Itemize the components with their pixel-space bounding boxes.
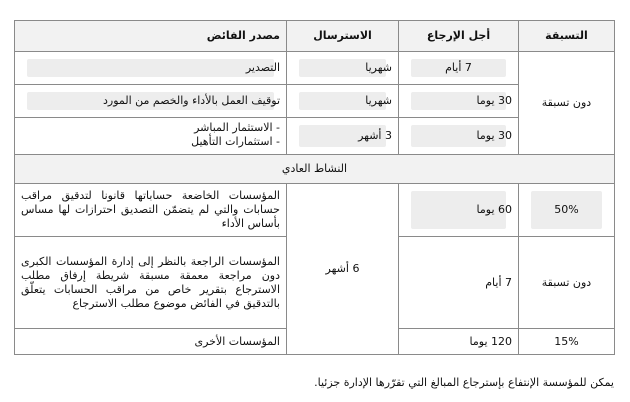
source-cell <box>15 52 287 85</box>
advance-cell <box>519 184 615 237</box>
header-advance: التسبقة <box>519 21 615 52</box>
recovery-cell <box>287 118 399 155</box>
recovery-cell <box>287 52 399 85</box>
source-value: المؤسسات الخاضعة حساباتها قانونا لتدقيق مراقب حسابات والتي لم يتضمّن التصديق احترازات لها مساس بأساس الأداء <box>21 189 280 230</box>
term-cell <box>399 52 519 85</box>
advance-value: دون تسبقة <box>541 96 592 109</box>
source-cell <box>15 184 287 237</box>
table-row <box>15 184 615 237</box>
header-recovery: الاسترسال <box>287 21 399 52</box>
advance-cell <box>519 329 615 355</box>
table-row <box>15 52 615 85</box>
source-value-line1: - الاستثمار المباشر <box>194 121 280 134</box>
source-cell <box>15 85 287 118</box>
term-value: 60 يوما <box>476 203 512 216</box>
source-value: التصدير <box>245 61 280 74</box>
advance-cell <box>519 237 615 329</box>
advance-value: 15% <box>554 334 579 348</box>
header-term: أجل الإرجاع <box>399 21 519 52</box>
term-cell <box>399 85 519 118</box>
term-value: 30 يوما <box>476 94 512 107</box>
source-value: المؤسسات الراجعة بالنظر إلى إدارة المؤسسات الكبرى دون مراجعة معمقة مسبقة شريطة إرفاق مطلب الاسترجاع بتقرير خاص من مراقب الحسابات يتعلّق بالتدقيق في الفائض موضوع مطلب الاسترجاع <box>21 254 280 310</box>
term-value: 7 أيام <box>445 61 472 74</box>
term-cell <box>399 118 519 155</box>
term-value: 120 يوما <box>469 334 512 348</box>
recovery-value: شهريا <box>365 61 392 74</box>
term-cell <box>399 237 519 329</box>
recovery-value: شهريا <box>365 94 392 107</box>
advance-value: دون تسبقة <box>541 275 592 289</box>
refund-table <box>14 20 615 355</box>
recovery-cell <box>287 85 399 118</box>
header-row <box>15 21 615 52</box>
source-cell <box>15 329 287 355</box>
source-value: المؤسسات الأخرى <box>194 334 280 348</box>
term-value: 7 أيام <box>485 275 512 289</box>
source-value-line2: - استثمارات التأهيل <box>191 135 280 148</box>
header-source: مصدر الفائض <box>15 21 287 52</box>
source-value: توقيف العمل بالأداء والخصم من المورد <box>102 94 280 107</box>
section-band-row <box>15 155 615 184</box>
source-cell <box>15 118 287 155</box>
recovery-value: 3 أشهر <box>358 129 392 142</box>
recovery-value: 6 أشهر <box>325 262 360 275</box>
section-band: النشاط العادي <box>15 155 615 184</box>
footnote: يمكن للمؤسسة الإنتفاع بإسترجاع المبالغ التي تقرّرها الإدارة جزئيا. <box>314 376 614 389</box>
source-cell <box>15 237 287 329</box>
term-cell <box>399 329 519 355</box>
advance-value: 50% <box>554 203 579 216</box>
advance-cell-group1 <box>519 52 615 155</box>
term-cell <box>399 184 519 237</box>
term-value: 30 يوما <box>476 129 512 142</box>
recovery-cell-group2 <box>287 184 399 355</box>
